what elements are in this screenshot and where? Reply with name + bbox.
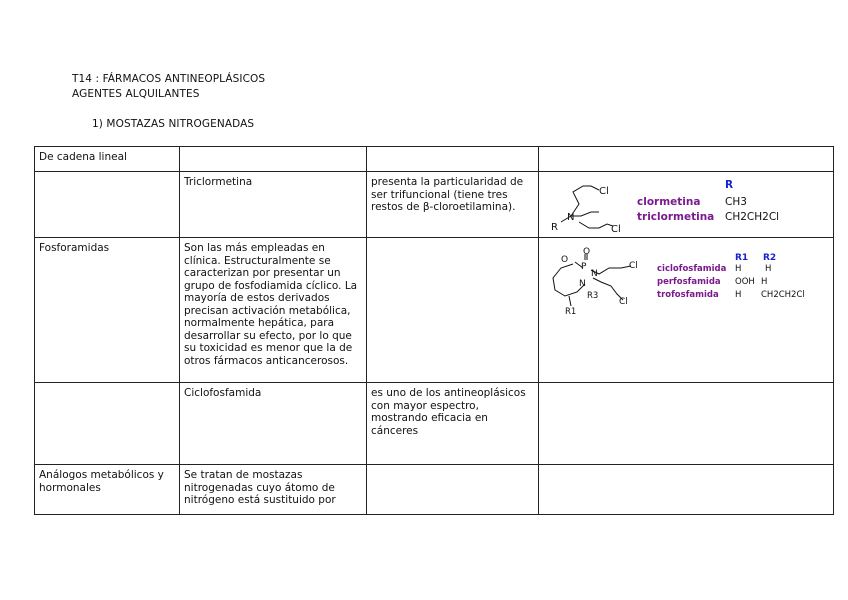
table-row	[35, 172, 834, 238]
section-heading: 1) MOSTAZAS NITROGENADAS	[92, 118, 255, 130]
page-subtitle: AGENTES ALQUILANTES	[72, 88, 200, 100]
r1-column-header: R1	[735, 253, 749, 263]
cl-atom: Cl	[629, 261, 638, 271]
o-atom: O	[561, 255, 569, 265]
r2-column-header: R2	[763, 253, 777, 263]
category-cell	[35, 383, 180, 465]
cl-atom: Cl	[619, 297, 628, 307]
r2-value: H	[765, 264, 772, 274]
compound-name: trofosfamida	[657, 290, 719, 300]
drug-cell: Triclormetina	[180, 172, 367, 238]
description-cell	[367, 238, 539, 383]
compound-name: ciclofosfamida	[657, 264, 727, 274]
page-title: T14 : FÁRMACOS ANTINEOPLÁSICOS	[72, 73, 266, 85]
table-row	[35, 383, 834, 465]
p-atom: P	[581, 262, 587, 272]
category-cell: De cadena lineal	[35, 147, 180, 172]
description-cell	[367, 465, 539, 515]
compound-name: triclormetina	[637, 211, 715, 223]
r-column-header: R	[725, 179, 734, 191]
structure-cell	[539, 383, 834, 465]
drug-cell: Son las más empleadas en clínica. Estructuralmente se caracterizan por presentar un grupo de fosfodiamida cíclico. La mayoría de estos derivados precisan activación metabólica, normalmente hepática, para desarrollar su efecto, por lo que su toxicidad es menor que la de otros fármacos anticancerosos.	[180, 238, 367, 383]
description-cell: es uno de los antineoplásicos con mayor espectro, mostrando eficacia en cánceres	[367, 383, 539, 465]
r2-value: H	[761, 277, 768, 287]
structure-cell	[539, 147, 834, 172]
phosphoramide-structure	[539, 238, 834, 383]
compound-name: clormetina	[637, 196, 701, 208]
n-atom: N	[579, 279, 586, 289]
mustard-structure	[539, 172, 834, 238]
drug-cell: Se tratan de mostazas nitrogenadas cuyo átomo de nitrógeno está sustituido por	[180, 465, 367, 515]
structure-cell	[539, 465, 834, 515]
n-atom: N	[567, 212, 575, 223]
table-row	[35, 147, 834, 172]
cl-atom: Cl	[599, 186, 609, 197]
cl-atom: Cl	[611, 224, 621, 235]
substituent-value: CH2CH2Cl	[725, 211, 780, 223]
n-atom: N	[591, 269, 598, 279]
o-atom: O	[583, 247, 591, 257]
table-row	[35, 465, 834, 515]
category-cell: Fosforamidas	[35, 238, 180, 383]
r1-atom: R1	[565, 307, 577, 317]
r1-value: H	[735, 290, 742, 300]
r1-value: OOH	[735, 277, 755, 287]
description-cell	[367, 147, 539, 172]
compound-name: perfosfamida	[657, 277, 721, 287]
r-atom: R	[551, 222, 558, 233]
drug-cell: Ciclofosfamida	[180, 383, 367, 465]
drug-cell	[180, 147, 367, 172]
table-row	[35, 238, 834, 383]
category-cell: Análogos metabólicos y hormonales	[35, 465, 180, 515]
r2-value: CH2CH2Cl	[761, 290, 805, 300]
r1-value: H	[735, 264, 742, 274]
category-cell	[35, 172, 180, 238]
substituent-value: CH3	[725, 196, 747, 208]
structure-cell	[539, 238, 834, 383]
description-cell: presenta la particularidad de ser trifuncional (tiene tres restos de β-cloroetilamina).	[367, 172, 539, 238]
r3-atom: R3	[587, 291, 599, 301]
structure-cell	[539, 172, 834, 238]
drug-table	[34, 146, 834, 515]
